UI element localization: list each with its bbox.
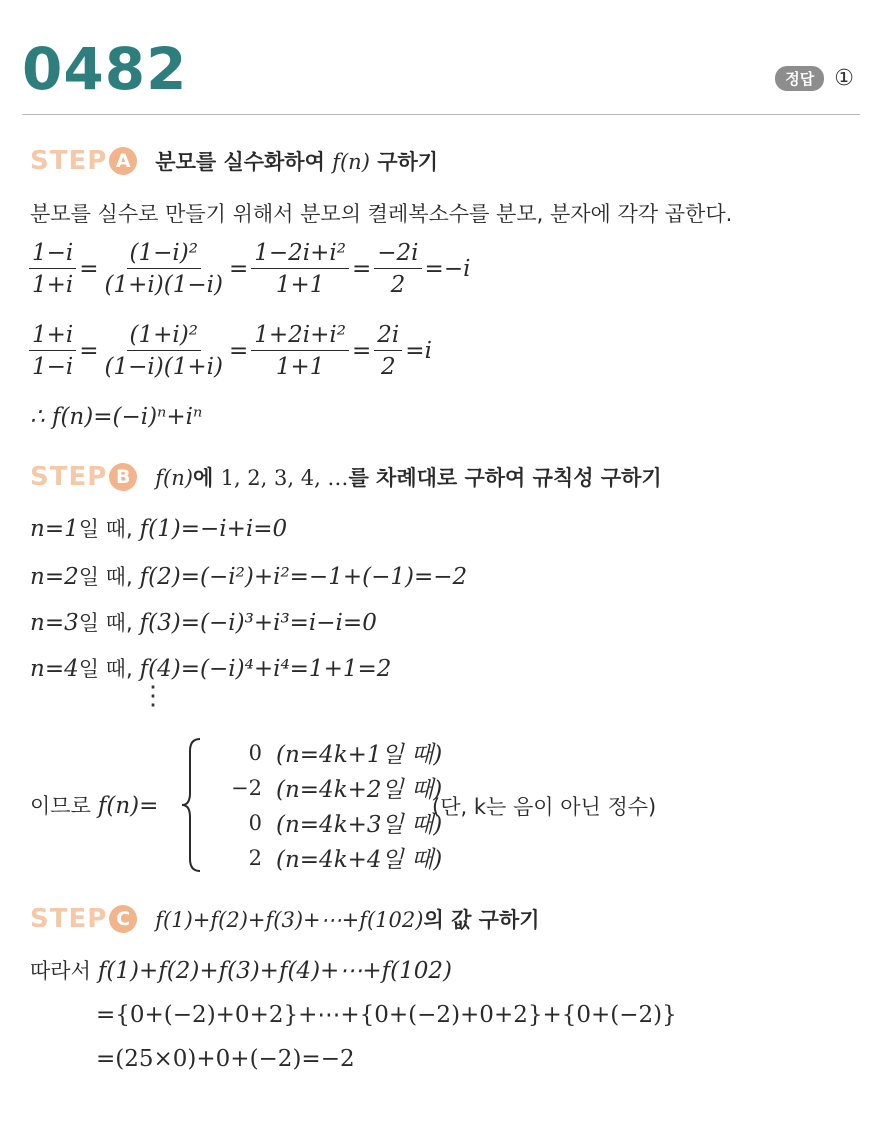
case-row-4 <box>30 658 391 681</box>
eq2-result: i <box>424 338 432 364</box>
header-divider <box>22 114 860 115</box>
piecewise-cases <box>222 735 442 875</box>
step-b-title-text: 에 <box>192 466 214 490</box>
eq2-den1: 1−i <box>32 354 74 380</box>
step-b-heading <box>30 462 662 492</box>
eq1-num4: −2i <box>374 240 421 269</box>
piecewise-lead-kr: 이므로 <box>30 794 91 818</box>
piecewise-case-2 <box>222 770 442 805</box>
step-b-title-math: f(n) <box>155 466 193 490</box>
problem-number: 0482 <box>22 35 188 103</box>
case-kr: 일 때, <box>78 565 133 589</box>
case-eq: f(2)=(−i²)+i²=−1+(−1)=−2 <box>139 564 468 590</box>
step-c-title-math: f(1)+f(2)+f(3)+⋯+f(102) <box>155 908 424 932</box>
step-c-badge: C <box>109 905 137 933</box>
eq2-den2: (1−i)(1+i) <box>104 354 223 380</box>
case-eq: f(4)=(−i)⁴+i⁴=1+1=2 <box>139 656 392 682</box>
case-row-2 <box>30 566 467 589</box>
case-row-3 <box>30 612 377 635</box>
step-a-title <box>155 146 438 176</box>
eq1-result: −i <box>443 256 471 282</box>
step-c-heading <box>30 904 540 934</box>
eq1-num1: 1−i <box>29 240 76 269</box>
eq2-num2: (1+i)² <box>127 322 201 351</box>
case-kr: 일 때, <box>78 657 133 681</box>
piecewise-function <box>30 735 810 875</box>
eq1-den3: 1+1 <box>275 272 325 298</box>
step-c-title <box>155 904 539 934</box>
answer-badge: 정답 <box>775 66 824 91</box>
eq1-num3: 1−2i+i² <box>251 240 349 269</box>
case-eq: f(1)=−i+i=0 <box>139 516 288 542</box>
step-a-badge: A <box>109 147 137 175</box>
eq2-num1: 1+i <box>29 322 76 351</box>
case-condition: (n=4k+2일 때) <box>276 777 443 803</box>
case-kr: 일 때, <box>78 517 133 541</box>
case-n: n=4 <box>30 656 79 682</box>
sum-lead-kr: 따라서 <box>30 959 91 983</box>
left-brace <box>180 737 206 873</box>
step-a-conclusion: ∴ f(n)=(−i)ⁿ+iⁿ <box>30 404 203 430</box>
step-b-badge: B <box>109 463 137 491</box>
step-a-title-math: f(n) <box>332 150 370 174</box>
case-n: n=2 <box>30 564 79 590</box>
answer-area <box>775 66 854 91</box>
case-condition: (n=4k+3일 때) <box>276 812 443 838</box>
sum-line-2: ={0+(−2)+0+2}+⋯+{0+(−2)+0+2}+{0+(−2)} <box>96 1002 677 1028</box>
eq1-num2: (1−i)² <box>127 240 201 269</box>
piecewise-lead <box>30 795 158 818</box>
case-n: n=1 <box>30 516 79 542</box>
case-value: 0 <box>248 740 262 765</box>
eq2-num4: 2i <box>374 322 402 351</box>
piecewise-case-4 <box>222 840 442 875</box>
eq1-den4: 2 <box>390 272 406 298</box>
step-a-title-text2: 구하기 <box>377 150 439 174</box>
step-label: STEP <box>30 146 108 176</box>
case-condition: (n=4k+4일 때) <box>276 847 443 873</box>
step-c-title-text: 의 값 구하기 <box>423 908 540 932</box>
piecewise-case-3 <box>222 805 442 840</box>
step-b-title-text2: 를 차례대로 구하여 규칙성 구하기 <box>348 466 662 490</box>
case-kr: 일 때, <box>78 611 133 635</box>
step-label: STEP <box>30 904 108 934</box>
step-label: STEP <box>30 462 108 492</box>
piecewise-note: (단, k는 음이 아닌 정수) <box>432 795 657 819</box>
case-value: −2 <box>231 775 262 800</box>
eq2-den4: 2 <box>380 354 396 380</box>
case-n: n=3 <box>30 610 79 636</box>
piecewise-case-1 <box>222 735 442 770</box>
sum-line-1 <box>30 960 452 983</box>
answer-value: ① <box>834 66 854 91</box>
equation-1: $\frac{1-i}{1+i}$ = $\frac{\text{(1−i)²}}{(1+i)(1-i)}$ = $\frac{\text{1−2i+i²}}{1+1}$ = $\frac{-2i}{2}$ = −i <box>26 240 470 298</box>
eq2-num3: 1+2i+i² <box>251 322 349 351</box>
equation-2: $\frac{1+i}{1-i}$ = $\frac{\text{(1+i)²}}{(1-i)(1+i)}$ = $\frac{\text{1+2i+i²}}{1+1}$ = $\frac{2i}{2}$ = i <box>26 322 432 380</box>
eq1-den2: (1+i)(1−i) <box>104 272 223 298</box>
step-a-intro: 분모를 실수로 만들기 위해서 분모의 켤레복소수를 분모, 분자에 각각 곱한다. <box>30 202 733 226</box>
step-b-title-seq: 1, 2, 3, 4, … <box>220 466 349 490</box>
step-a-title-text: 분모를 실수화하여 <box>155 150 325 174</box>
case-value: 2 <box>248 845 262 870</box>
sum-expression: f(1)+f(2)+f(3)+f(4)+⋯+f(102) <box>97 958 452 984</box>
case-eq: f(3)=(−i)³+i³=i−i=0 <box>139 610 377 636</box>
case-row-1 <box>30 518 287 541</box>
piecewise-lead-math: f(n)= <box>97 793 159 819</box>
sum-line-3: =(25×0)+0+(−2)=−2 <box>96 1046 355 1072</box>
case-condition: (n=4k+1일 때) <box>276 742 443 768</box>
case-value: 0 <box>248 810 262 835</box>
vertical-ellipsis: ⋮ <box>140 681 166 711</box>
eq2-den3: 1+1 <box>275 354 325 380</box>
step-a-heading <box>30 146 438 176</box>
eq1-den1: 1+i <box>32 272 74 298</box>
step-b-title <box>155 462 661 492</box>
